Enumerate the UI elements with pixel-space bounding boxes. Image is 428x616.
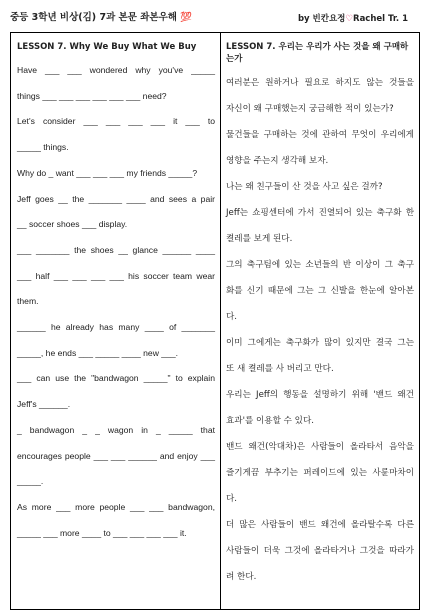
korean-paragraph [226,434,414,512]
korean-paragraph [226,512,414,590]
korean-line: 또 새 켤레를 사 버리고 만다. [226,364,334,374]
english-line: Jeff goes __ the _______ ____ and sees a pair [17,193,215,204]
korean-line: 우리는 Jeff의 행동을 설명하기 위해 '밴드 왜건 [226,390,414,400]
english-lines [17,58,215,546]
korean-line: 켤레를 보게 된다. [226,234,293,244]
hundred-points-icon: 💯 [180,12,193,23]
korean-paragraph [226,70,414,122]
english-line: _____ ___ more ____ to ___ ___ ___ ___ it. [17,527,187,538]
english-line: As more ___ more people ___ ___ bandwagon, [17,501,215,512]
korean-paragraph [226,330,414,382]
korean-line: 효과'를 이용할 수 있다. [226,416,315,426]
korean-line: 사람들이 더욱 그것에 올라타거나 그것을 따라가 [226,546,414,556]
english-line: them. [17,296,39,307]
korean-paragraph [226,252,414,330]
korean-paragraph [226,122,414,174]
author-credit [298,12,408,24]
english-line: ______ he already has many ____ of _______ [17,322,215,333]
korean-paragraph [226,174,414,200]
korean-line: 여러분은 원하거나 필요로 하지도 않는 것들을 [226,78,414,88]
korean-line: 더 많은 사람들이 밴드 왜건에 올라탈수록 다른 [226,520,414,530]
korean-line: 밴드 왜건(악대차)은 사람들이 올라타서 음악을 [226,442,414,452]
english-line: _____ things. [17,142,69,153]
heart-icon: ♡ [345,14,354,24]
korean-line: 화를 신기 때문에 그는 그 신발을 한눈에 알아본 [226,286,414,296]
korean-paragraph [226,382,414,434]
worksheet-frame [10,32,420,610]
korean-line: 즐기게끔 부추기는 퍼레이드에 있는 사륜마차이 [226,468,414,478]
english-column [17,41,215,546]
english-line: Jeff's ______. [17,399,71,410]
english-lesson-title: LESSON 7. Why We Buy What We Buy [17,42,197,52]
author-prefix: by 빈칸요정 [297,14,346,24]
korean-line: 그의 축구팀에 있는 소년들의 반 이상이 그 축구 [226,260,414,270]
english-line: _____, he ends ___ _____ ____ new ___. [17,347,179,358]
english-line: _ bandwagon _ _ wagon in _ _____ that [17,424,215,435]
english-line: things ___ ___ ___ ___ ___ ___ need? [17,90,167,101]
english-line: _____. [17,476,44,487]
english-line: ___ _______ the shoes __ glance ______ ____ [17,244,215,255]
korean-line: 나는 왜 친구들이 산 것을 사고 싶은 걸까? [226,182,383,192]
author-name: Rachel Tr. 1 [353,14,408,24]
worksheet-title [10,9,192,23]
korean-line: 이미 그에게는 축구화가 많이 있지만 결국 그는 [226,338,414,348]
korean-lesson-title: LESSON 7. 우리는 우리가 사는 것을 왜 구매하는가 [226,42,409,64]
english-line: encourages people ___ ___ ______ and enjoy ___ [17,450,215,461]
korean-paragraphs [226,70,414,590]
column-divider [220,33,221,609]
korean-line: 다. [226,494,238,504]
korean-column [226,41,414,590]
korean-line: 자신이 왜 구매했는지 궁금해한 적이 있는가? [226,104,394,114]
korean-line: 려 한다. [226,572,257,582]
english-line: Let's consider ___ ___ ___ ___ it ___ to [17,116,215,127]
korean-line: 다. [226,312,238,322]
english-line: Why do _ want ___ ___ ___ my friends _____? [17,167,198,178]
korean-line: 영향을 주는지 생각해 보자. [226,156,329,166]
korean-line: 물건들을 구매하는 것에 관하여 무엇이 우리에게 [226,130,414,140]
page-header [0,0,428,30]
korean-paragraph [226,200,414,252]
english-line: ___ can use the "bandwagon _____" to explain [17,373,215,384]
english-line: ___ half ___ ___ ___ ___ his soccer team wear [17,270,215,281]
english-line: Have ___ ___ wondered why you've _____ [17,65,215,75]
korean-line: Jeff는 쇼핑센터에 가서 진열되어 있는 축구화 한 [226,208,414,218]
worksheet-title-text: 중등 3학년 비상(김) 7과 본문 좌본우해 [10,12,177,23]
english-line: __ soccer shoes ___ display. [17,219,128,230]
